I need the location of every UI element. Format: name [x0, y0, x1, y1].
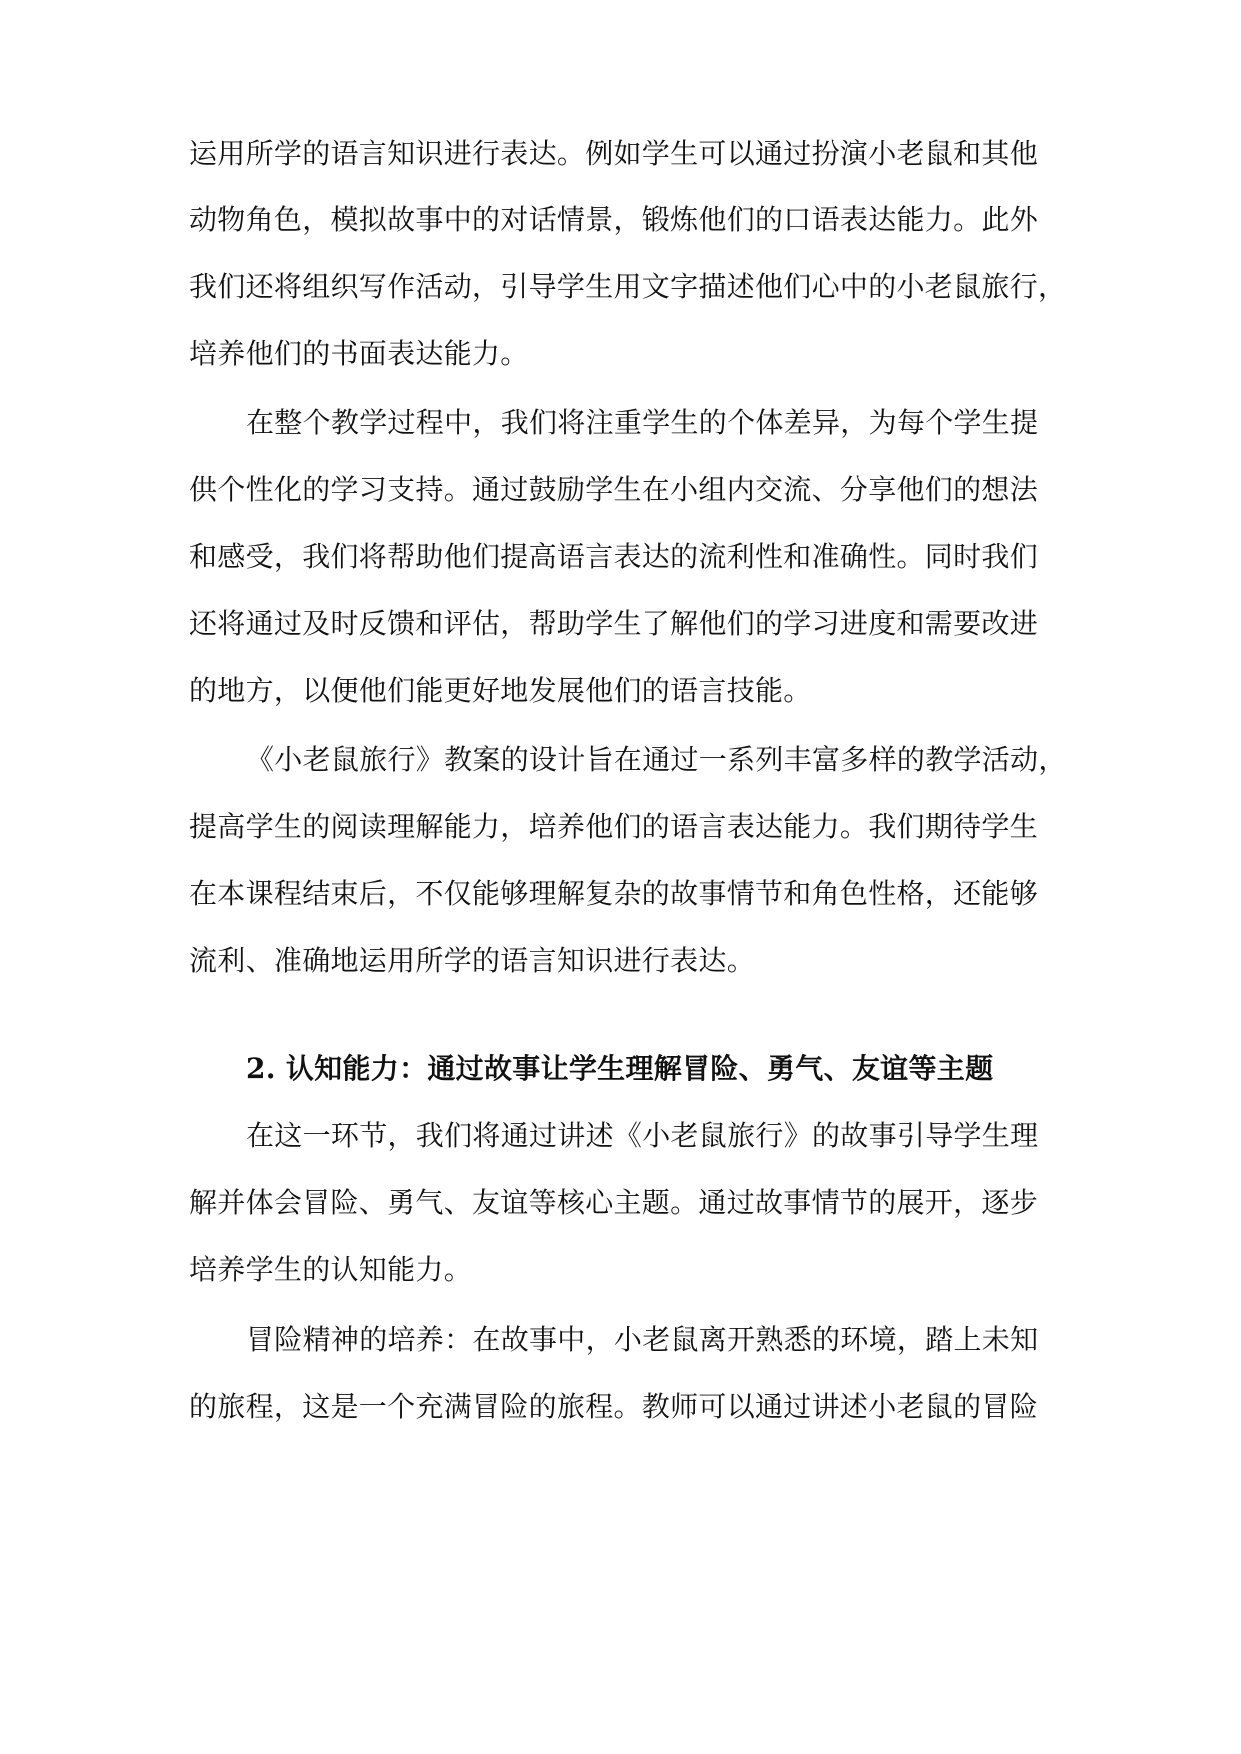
paragraph-2-line-2: 供个性化的学习支持。通过鼓励学生在小组内交流、分享他们的想法	[189, 473, 1039, 506]
paragraph-2-line-3: 和感受，我们将帮助他们提高语言表达的流利性和准确性。同时我们	[189, 540, 1039, 573]
section-heading: 2. 认知能力：通过故事让学生理解冒险、勇气、友谊等主题	[246, 1052, 994, 1085]
paragraph-1-line-3: 我们还将组织写作活动，引导学生用文字描述他们心中的小老鼠旅行，	[189, 270, 1067, 303]
paragraph-4-line-1: 在这一环节，我们将通过讲述《小老鼠旅行》的故事引导学生理	[246, 1119, 1039, 1152]
paragraph-3-line-4: 流利、准确地运用所学的语言知识进行表达。	[189, 944, 756, 977]
paragraph-5-line-2: 的旅程，这是一个充满冒险的旅程。教师可以通过讲述小老鼠的冒险	[189, 1390, 1039, 1423]
paragraph-3-line-3: 在本课程结束后，不仅能够理解复杂的故事情节和角色性格，还能够	[189, 877, 1039, 910]
paragraph-1-line-2: 动物角色，模拟故事中的对话情景，锻炼他们的口语表达能力。此外	[189, 203, 1039, 236]
paragraph-4-line-3: 培养学生的认知能力。	[189, 1253, 473, 1286]
paragraph-5-line-1: 冒险精神的培养：在故事中，小老鼠离开熟悉的环境，踏上未知	[246, 1323, 1039, 1356]
paragraph-4-line-2: 解并体会冒险、勇气、友谊等核心主题。通过故事情节的展开，逐步	[189, 1186, 1039, 1219]
paragraph-2-line-1: 在整个教学过程中，我们将注重学生的个体差异，为每个学生提	[246, 406, 1039, 439]
paragraph-3-line-2: 提高学生的阅读理解能力，培养他们的语言表达能力。我们期待学生	[189, 810, 1039, 843]
paragraph-1-line-4: 培养他们的书面表达能力。	[189, 337, 529, 370]
paragraph-1-line-1: 运用所学的语言知识进行表达。例如学生可以通过扮演小老鼠和其他	[189, 137, 1039, 170]
paragraph-3-line-1: 《小老鼠旅行》教案的设计旨在通过一系列丰富多样的教学活动，	[246, 743, 1067, 776]
paragraph-2-line-4: 还将通过及时反馈和评估，帮助学生了解他们的学习进度和需要改进	[189, 607, 1039, 640]
paragraph-2-line-5: 的地方，以便他们能更好地发展他们的语言技能。	[189, 674, 812, 707]
